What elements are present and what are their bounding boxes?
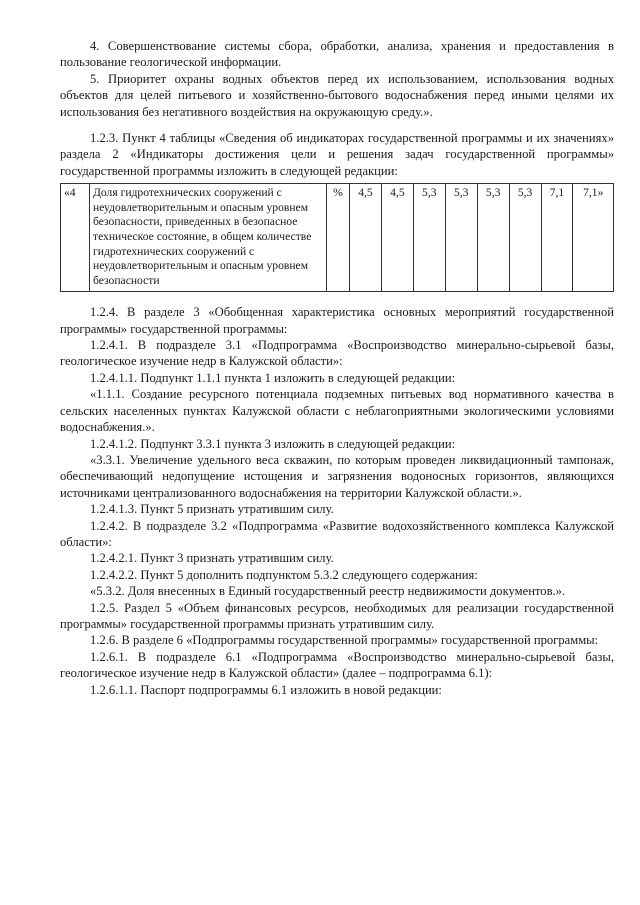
paragraph-1-2-6-1: 1.2.6.1. В подразделе 6.1 «Подпрограмма «Воспроизводство минерально-сырьевой базы, геологическое изучение недр в Калужской области» (далее – подпрограмма 6.1): (60, 649, 614, 681)
indicator-number: «4 (61, 184, 90, 292)
indicator-value: 5,3 (509, 184, 541, 292)
paragraph-quote-5-3-2: «5.3.2. Доля внесенных в Единый государственный реестр недвижимости документов.». (90, 584, 566, 599)
paragraph-1-2-3: 1.2.3. Пункт 4 таблицы «Сведения об индикаторах государственной программы и их значениях» раздела 2 «Индикаторы достижения цели и решения задач государственной программы» государственной программы изложить в следующей редакции: (60, 131, 614, 178)
paragraph-item-4: 4. Совершенствование системы сбора, обработки, анализа, хранения и предоставления в пользование геологической информации. (60, 39, 614, 70)
indicator-value: 4,5 (381, 184, 413, 292)
indicator-table (60, 183, 614, 292)
indicator-value: 4,5 (350, 184, 382, 292)
paragraph-1-2-5: 1.2.5. Раздел 5 «Объем финансовых ресурсов, необходимых для реализации государственной программы» государственной программы признать утратившим силу. (60, 600, 614, 631)
paragraph-1-2-6-1-1: 1.2.6.1.1. Паспорт подпрограммы 6.1 изложить в новой редакции: (90, 682, 442, 697)
paragraph-item-5: 5. Приоритет охраны водных объектов перед их использованием, использования водных объектов для целей питьевого и хозяйственно-бытового водоснабжения перед иными целями их использования без негативного воздействия на окружающую среду.». (60, 71, 614, 119)
indicator-value: 5,3 (413, 184, 445, 292)
paragraph-1-2-4-2: 1.2.4.2. В подразделе 3.2 «Подпрограмма «Развитие водохозяйственного комплекса Калужской области»: (60, 518, 614, 549)
paragraph-1-2-4-1: 1.2.4.1. В подразделе 3.1 «Подпрограмма «Воспроизводство минерально-сырьевой базы, геологическое изучение недр в Калужской области»: (60, 338, 614, 369)
paragraph-1-2-4-1-1: 1.2.4.1.1. Подпункт 1.1.1 пункта 1 изложить в следующей редакции: (90, 370, 456, 385)
indicator-value: 7,1» (573, 184, 614, 292)
indicator-value: 7,1 (541, 184, 573, 292)
paragraph-1-2-4: 1.2.4. В разделе 3 «Обобщенная характеристика основных мероприятий государственной программы» государственной программы: (60, 305, 614, 336)
paragraph-quote-3-3-1: «3.3.1. Увеличение удельного веса скважин, по которым проведен ликвидационный тампонаж, обеспечивающий недопущение истощения и загрязнения водоносных горизонтов, являющихся источниками централизованного водоснабжения на территории Калужской области.». (60, 452, 614, 500)
paragraph-quote-1-1-1: «1.1.1. Создание ресурсного потенциала подземных питьевых вод нормативного качества в сельских населенных пунктах Калужской области с неблагоприятными экологическими условиями водоснабжения.». (60, 387, 614, 435)
paragraph-1-2-6: 1.2.6. В разделе 6 «Подпрограммы государственной программы» государственной программы: (90, 633, 599, 648)
paragraph-1-2-4-1-3: 1.2.4.1.3. Пункт 5 признать утратившим силу. (90, 502, 334, 517)
document-page (60, 38, 614, 698)
paragraph-1-2-4-1-2: 1.2.4.1.2. Подпункт 3.3.1 пункта 3 изложить в следующей редакции: (90, 436, 456, 451)
indicator-value: 5,3 (477, 184, 509, 292)
indicator-description: Доля гидротехнических сооружений с неудовлетворительным и опасным уровнем безопасности, приведенных в безопасное техническое состояние, в общем количестве гидротехнических сооружений с неудовлетворительным и опасным уровнем безопасности (90, 184, 327, 292)
paragraph-1-2-4-2-1: 1.2.4.2.1. Пункт 3 признать утратившим силу. (90, 551, 334, 566)
paragraph-1-2-4-2-2: 1.2.4.2.2. Пункт 5 дополнить подпунктом 5.3.2 следующего содержания: (90, 567, 478, 582)
table-row (61, 184, 614, 292)
indicator-value: 5,3 (445, 184, 477, 292)
indicator-unit: % (327, 184, 350, 292)
